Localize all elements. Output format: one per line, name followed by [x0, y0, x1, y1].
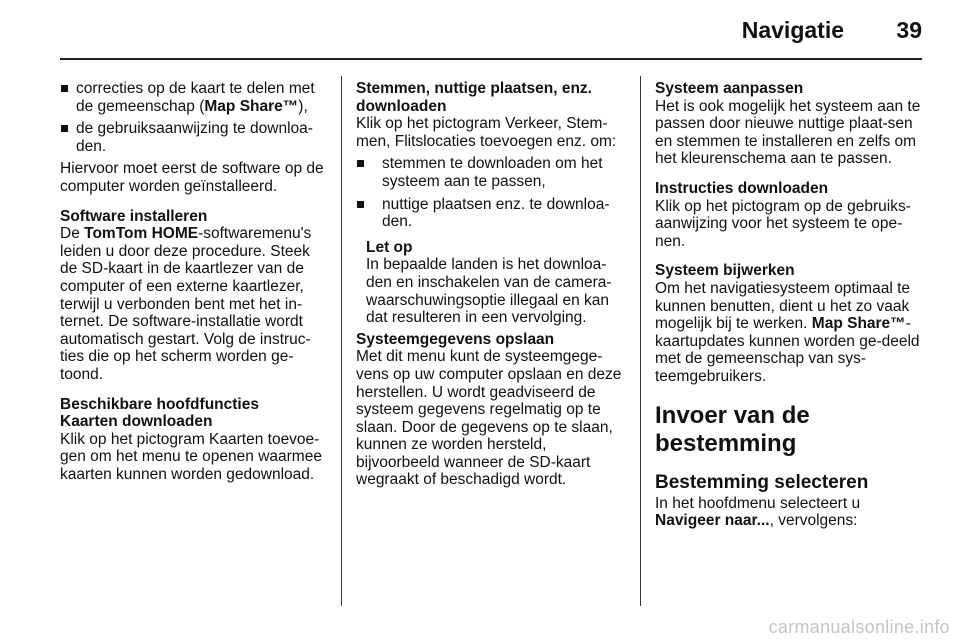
update-text: Om het navigatiesysteem optimaal te kunnen benutten, dient u het zo vaak mogelijk bij te werken. Map Share™-kaartupdates kunnen worden ge-deeld met de gemeenschap van sys-teemgebruikers. — [655, 279, 920, 385]
list-item: de gebruiksaanwijzing te downloa-den. — [60, 120, 328, 155]
heading-download-voices: Stemmen, nuttige plaatsen, enz. downloaden — [356, 80, 592, 115]
page-title: Navigatie — [741, 17, 844, 43]
column-2 — [356, 80, 624, 489]
note-text: In bepaalde landen is het downloa-den en inschakelen van de camera-waarschuwingsoptie illegaal en kan dat resulteren in een vervolging. — [366, 256, 612, 327]
page-number: 39 — [896, 17, 922, 43]
section-title: Invoer van de bestemming — [655, 401, 810, 457]
map-share-term: Map Share™ — [204, 97, 299, 115]
subsection-title: Bestemming selecteren — [655, 471, 869, 493]
column-divider — [341, 76, 342, 606]
heading-software-install: Software installeren — [60, 207, 208, 225]
maps-text: Klik op het pictogram Kaarten toevoe-gen om het menu te openen waarmee kaarten kunnen worden gedownload. — [60, 430, 322, 483]
install-text: De TomTom HOME-softwaremenu's leiden u door deze procedure. Steek de SD-kaart in de kaartlezer van de computer of een externe kaartlezer, terwijl u verbonden bent met het in-ternet. De software-installatie wordt automatisch gestart. Volg de instruc-ties die op het scherm worden ge-toond. — [60, 225, 312, 383]
page-header — [60, 0, 922, 60]
watermark: carmanualsonline.info — [768, 617, 950, 637]
heading-download-instructions: Instructies downloaden — [655, 179, 829, 197]
list-item: stemmen te downloaden om het systeem aan te passen, — [356, 155, 624, 190]
instructions-text: Klik op het pictogram op de gebruiks-aanwijzing voor het systeem te ope-nen. — [655, 197, 911, 250]
heading-main-functions: Beschikbare hoofdfuncties — [60, 395, 259, 413]
save-text: Met dit menu kunt de systeemgege-vens op uw computer opslaan en deze herstellen. U wordt geadviseerd de systeem gegevens regelmatig op te slaan. Door de gegevens op te slaan, kunnen ze worden hersteld, bijvoorbeeld wanneer de SD-kaart wegraakt of beschadigd wordt. — [356, 348, 622, 489]
customize-text: Het is ook mogelijk het systeem aan te passen door nieuwe nuttige plaat-sen en stemmen te installeren en zelfs om het kleurenschema aan te passen. — [655, 97, 921, 168]
note-heading: Let op — [366, 238, 413, 256]
heading-customize-system: Systeem aanpassen — [655, 80, 804, 97]
select-text: In het hoofdmenu selecteert u Navigeer naar..., vervolgens: — [655, 494, 861, 530]
note-block — [356, 239, 624, 327]
heading-download-maps: Kaarten downloaden — [60, 413, 213, 431]
column-divider — [640, 76, 641, 606]
voices-text: Klik op het pictogram Verkeer, Stem-men, Flitslocaties toevoegen enz. om: — [356, 115, 617, 150]
heading-save-system-data: Systeemgegevens opslaan — [356, 330, 555, 348]
intro-text: Hiervoor moet eerst de software op de computer worden geïnstalleerd. — [60, 160, 324, 195]
heading-update-system: Systeem bijwerken — [655, 262, 795, 280]
list-item: correcties op de kaart te delen met de gemeenschap (Map Share™), — [60, 80, 328, 115]
list-item: nuttige plaatsen enz. te downloa-den. — [356, 196, 624, 231]
tomtom-home-term: TomTom HOME — [84, 225, 199, 243]
map-share-term: Map Share™ — [811, 315, 906, 333]
column-1 — [60, 80, 328, 483]
navigate-to-term: Navigeer naar... — [655, 512, 770, 530]
column-3 — [655, 80, 923, 530]
